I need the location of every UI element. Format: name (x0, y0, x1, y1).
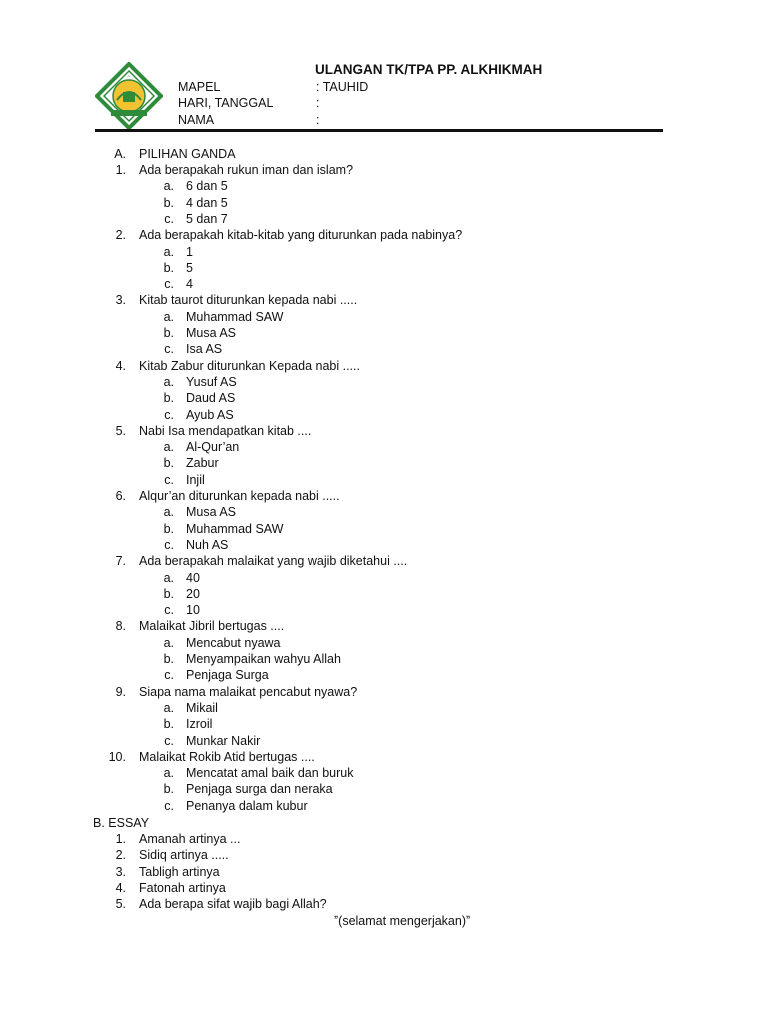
essay-number: 4. (115, 880, 126, 895)
option-text: Musa AS (186, 326, 237, 340)
option-text: Izroil (186, 717, 213, 732)
essay-text: Ada berapa sifat wajib bagi Allah? (139, 897, 327, 912)
question-number: 4. (115, 358, 126, 373)
header-divider (95, 129, 663, 132)
option-text: Isa AS (186, 342, 223, 357)
option-letter: b. (163, 521, 174, 536)
name-label: NAMA (178, 113, 215, 127)
option-text: Yusuf AS (186, 374, 237, 389)
question-text: Ada berapakah rukun iman dan islam? (139, 163, 354, 177)
question-text: Ada berapakah malaikat yang wajib diketahui .... (139, 554, 408, 569)
option-text: Ayub AS (186, 407, 234, 422)
document-title: ULANGAN TK/TPA PP. ALKHIKMAH (315, 62, 543, 77)
option-letter: c. (164, 603, 174, 618)
option-letter: a. (163, 374, 174, 389)
essay-number: 5. (115, 897, 126, 912)
option-text: Musa AS (186, 505, 237, 520)
question-number: 6. (115, 489, 126, 503)
question-number: 5. (115, 423, 126, 438)
date-label: HARI, TANGGAL (178, 96, 274, 110)
option-text: Muhammad SAW (186, 521, 284, 536)
option-letter: b. (163, 326, 174, 340)
option-letter: a. (163, 570, 174, 585)
option-letter: b. (163, 782, 174, 797)
subject-value: : TAUHID (316, 80, 369, 94)
option-letter: b. (163, 652, 174, 666)
essay-text: Sidiq artinya ..... (139, 848, 229, 863)
question-number: 9. (115, 684, 126, 699)
option-text: 6 dan 5 (186, 179, 228, 194)
question-text: Kitab Zabur diturunkan Kepada nabi ..... (139, 358, 360, 373)
option-letter: a. (163, 700, 174, 715)
option-letter: c. (164, 798, 174, 813)
option-text: Mencatat amal baik dan buruk (186, 766, 354, 781)
question-number: 10. (108, 749, 126, 764)
option-text: 5 (186, 260, 193, 275)
option-text: Daud AS (186, 391, 236, 406)
question-number: 7. (115, 554, 126, 569)
name-value: : (316, 113, 320, 127)
option-letter: b. (163, 391, 174, 406)
essay-number: 3. (115, 864, 126, 879)
option-text: 20 (186, 586, 200, 601)
essay-text: Fatonah artinya (139, 880, 226, 895)
option-letter: a. (163, 244, 174, 259)
option-letter: c. (164, 211, 174, 226)
option-text: Injil (186, 472, 205, 487)
option-text: 40 (186, 570, 200, 585)
option-letter: c. (164, 537, 174, 552)
question-text: Malaikat Rokib Atid bertugas .... (139, 749, 315, 764)
option-text: 5 dan 7 (186, 211, 228, 226)
option-letter: b. (163, 195, 174, 210)
essay-number: 2. (115, 848, 126, 863)
svg-text:~: ~ (126, 74, 132, 80)
option-letter: a. (163, 635, 174, 650)
question-number: 8. (115, 619, 126, 634)
option-text: 1 (186, 244, 193, 259)
school-logo (95, 62, 163, 130)
question-text: Siapa nama malaikat pencabut nyawa? (139, 684, 358, 699)
option-letter: a. (163, 766, 174, 781)
option-letter: a. (163, 309, 174, 324)
question-text: Ada berapakah kitab-kitab yang diturunkan pada nabinya? (139, 228, 463, 243)
date-value: : (316, 96, 320, 110)
question-text: Alqur’an diturunkan kepada nabi ..... (139, 489, 340, 503)
option-text: Penjaga Surga (186, 668, 269, 683)
option-letter: b. (163, 260, 174, 275)
question-text: Malaikat Jibril bertugas .... (139, 619, 285, 634)
question-text: Nabi Isa mendapatkan kitab .... (139, 423, 312, 438)
option-text: 10 (186, 603, 200, 618)
option-letter: c. (164, 668, 174, 683)
option-text: Penanya dalam kubur (186, 798, 308, 813)
essay-text: Tabligh artinya (139, 864, 220, 879)
option-text: 4 (186, 277, 193, 292)
section-b-heading: B. ESSAY (93, 816, 150, 830)
option-text: Menyampaikan wahyu Allah (186, 652, 341, 666)
option-letter: c. (164, 472, 174, 487)
section-a-letter: A. (114, 147, 126, 161)
option-text: Penjaga surga dan neraka (186, 782, 333, 797)
option-text: Nuh AS (186, 537, 229, 552)
option-text: Al-Qur’an (186, 440, 240, 455)
question-number: 3. (115, 293, 126, 308)
option-letter: c. (164, 277, 174, 292)
question-number: 2. (115, 228, 126, 243)
essay-number: 1. (115, 832, 126, 846)
option-text: Muhammad SAW (186, 309, 284, 324)
option-letter: b. (163, 586, 174, 601)
option-letter: b. (163, 717, 174, 732)
question-number: 1. (115, 163, 126, 177)
option-text: Mencabut nyawa (186, 635, 281, 650)
option-text: Mikail (186, 700, 218, 715)
option-letter: a. (163, 505, 174, 520)
option-text: Zabur (186, 456, 219, 471)
option-letter: c. (164, 342, 174, 357)
option-text: Munkar Nakir (186, 733, 261, 748)
option-letter: b. (163, 456, 174, 471)
option-letter: c. (164, 407, 174, 422)
option-letter: c. (164, 733, 174, 748)
section-a-title: PILIHAN GANDA (139, 147, 236, 161)
option-letter: a. (163, 179, 174, 194)
option-text: 4 dan 5 (186, 195, 228, 210)
essay-text: Amanah artinya ... (139, 832, 241, 846)
option-letter: a. (163, 440, 174, 455)
question-text: Kitab taurot diturunkan kepada nabi ..... (139, 293, 358, 308)
subject-label: MAPEL (178, 80, 221, 94)
closing-note: ˮ(selamat mengerjakan)ˮ (334, 914, 471, 928)
